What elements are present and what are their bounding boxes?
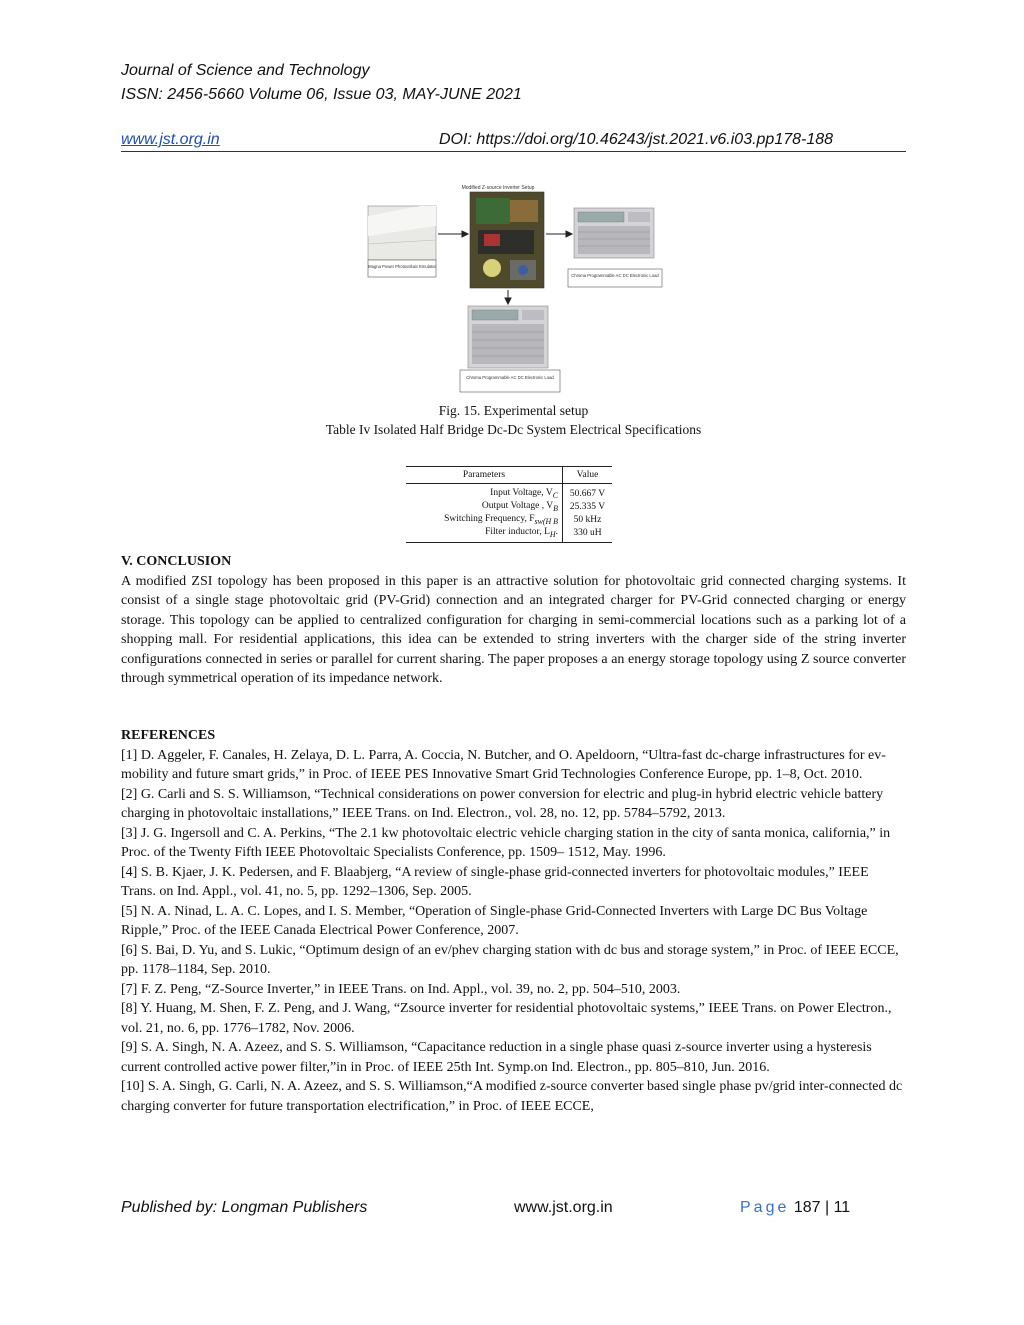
- param-name: Switching Frequency, F: [444, 513, 535, 524]
- conclusion-section: [121, 552, 906, 689]
- reference-item: [8] Y. Huang, M. Shen, F. Z. Peng, and J. Wang, “Zsource inverter for residential photovoltaic systems,” IEEE Trans. on Power Electron., vol. 21, no. 6, pp. 1776–1782, Nov. 2006.: [121, 1001, 892, 1036]
- zsi-setup-photo: [470, 192, 544, 288]
- header-parameters: Parameters: [406, 467, 563, 484]
- electrical-specifications-table: [406, 466, 612, 543]
- chroma-load-right-label: Chroma Programmable AC DC Electronic Load: [571, 273, 659, 278]
- param-value: 50 kHz: [573, 514, 602, 525]
- table-row: [406, 514, 612, 527]
- reference-item: [7] F. Z. Peng, “Z-Source Inverter,” in IEEE Trans. on Ind. Appl., vol. 39, no. 2, pp. 504–510, 2003.: [121, 981, 681, 997]
- reference-item: [2] G. Carli and S. S. Williamson, “Technical considerations on power conversion for electric and plug-in hybrid electric vehicle battery charging in photovoltaic installations,” IEEE Trans. on Ind. Electron., vol. 28, no. 12, pp. 5784–5792, 2013.: [121, 786, 884, 821]
- param-name: Output Voltage , V: [481, 500, 554, 511]
- header-rule: [121, 151, 906, 152]
- param-subscript: H: [549, 529, 556, 539]
- footer-website: www.jst.org.in: [514, 1199, 613, 1216]
- website-link[interactable]: www.jst.org.in: [121, 131, 220, 148]
- figure-caption: Fig. 15. Experimental setup: [438, 403, 589, 418]
- reference-item: [5] N. A. Ninad, L. A. C. Lopes, and I. S. Member, “Operation of Single-phase Grid-Connected Inverters with Large DC Bus Voltage Ripple,” Proc. of the IEEE Canada Electrical Power Conference, 2007.: [121, 903, 868, 938]
- reference-item: [6] S. Bai, D. Yu, and S. Lukic, “Optimum design of an ev/phev charging station with dc bus and storage system,” in Proc. of IEEE ECCE, pp. 1178–1184, Sep. 2010.: [121, 942, 899, 977]
- conclusion-heading: V. CONCLUSION: [121, 554, 232, 569]
- page-count: 187 | 11: [793, 1199, 851, 1216]
- chroma-load-right-image: [568, 208, 662, 287]
- param-subscript: B: [553, 503, 558, 513]
- pv-emulator-label: Magna Power Photovoltaic Emulator: [368, 264, 436, 269]
- footer-publisher: Published by: Longman Publishers: [121, 1199, 368, 1216]
- param-value: 25.335 V: [569, 501, 606, 512]
- figure-title: Modified Z-source Inverter Setup: [461, 185, 535, 191]
- param-subscript: sw(H B: [534, 516, 558, 526]
- experimental-setup-figure: [360, 180, 680, 398]
- doi-line: DOI: https://doi.org/10.46243/jst.2021.v6.i03.pp178-188: [439, 131, 834, 148]
- param-value: 330 uH: [563, 527, 613, 542]
- pv-emulator-image: [368, 206, 436, 277]
- footer-page-number: [740, 1199, 850, 1217]
- reference-item: [3] J. G. Ingersoll and C. A. Perkins, “The 2.1 kw photovoltaic electric vehicle charging station in the city of santa monica, california,” in Proc. of the Twenty Fifth IEEE Photovoltaic Specialists Conference, pp. 1509– 1512, May. 1996.: [121, 825, 891, 860]
- table-row: [406, 484, 612, 501]
- chroma-load-bottom-label: Chroma Programmable AC DC Electronic Load: [466, 375, 554, 380]
- journal-title: Journal of Science and Technology: [121, 62, 370, 79]
- param-value: 50.667 V: [569, 488, 606, 499]
- param-name: Filter inductor, L: [485, 526, 550, 537]
- conclusion-text: A modified ZSI topology has been proposed in this paper is an attractive solution for photovoltaic grid connected charging systems. It consist of a single stage photovoltaic grid (PV-Grid) connection and an integrated charger for PV-Grid connected charging or energy storage. This topology can be applied to centralized configuration for charging in semi-commercial locations such as a parking lot of a shopping mall. For residential applications, this idea can be extended to string inverters with the charger side of the string inverter configurations connected in series or parallel for current sharing. The paper proposes a an energy storage topology using Z source converter through symmetrical operation of its impedance network.: [121, 573, 906, 686]
- references-heading: REFERENCES: [121, 728, 216, 743]
- param-subscript: C: [552, 490, 558, 500]
- header-value: Value: [563, 467, 613, 484]
- reference-item: [10] S. A. Singh, G. Carli, N. A. Azeez, and S. S. Williamson,“A modified z-source converter based single phase pv/grid inter-connected dc charging converter for future transportation electrification,” in Proc. of IEEE ECCE,: [121, 1079, 903, 1114]
- issn-line: ISSN: 2456-5660 Volume 06, Issue 03, MAY-JUNE 2021: [121, 86, 522, 103]
- reference-item: [9] S. A. Singh, N. A. Azeez, and S. S. Williamson, “Capacitance reduction in a single phase quasi z-source inverter using a hysteresis current controlled active power filter,”in in Proc. of IEEE 25th Int. Symp.on Ind. Electron., pp. 805–810, Jun. 2016.: [121, 1040, 872, 1075]
- reference-item: [1] D. Aggeler, F. Canales, H. Zelaya, D. L. Parra, A. Coccia, N. Butcher, and O. Apeldoorn, “Ultra-fast dc-charge infrastructures for ev-mobility and future smart grids,” in Proc. of IEEE PES Innovative Smart Grid Technologies Conference Europe, pp. 1–8, Oct. 2010.: [121, 747, 886, 782]
- page-word: Page: [740, 1199, 790, 1216]
- references-section: [121, 726, 906, 1116]
- table-row: [406, 501, 612, 514]
- table-caption: Table Iv Isolated Half Bridge Dc-Dc System Electrical Specifications: [325, 422, 702, 437]
- chroma-load-bottom-image: [460, 306, 560, 392]
- param-name: Input Voltage, V: [490, 488, 553, 498]
- reference-item: [4] S. B. Kjaer, J. K. Pedersen, and F. Blaabjerg, “A review of single-phase grid-connected inverters for photovoltaic modules,” IEEE Trans. on Ind. Appl., vol. 41, no. 5, pp. 1292–1306, Sep. 2005.: [121, 864, 869, 899]
- table-header-row: [406, 467, 612, 484]
- table-row: Filter inductor, $L_H$. 330 uH: [406, 527, 612, 542]
